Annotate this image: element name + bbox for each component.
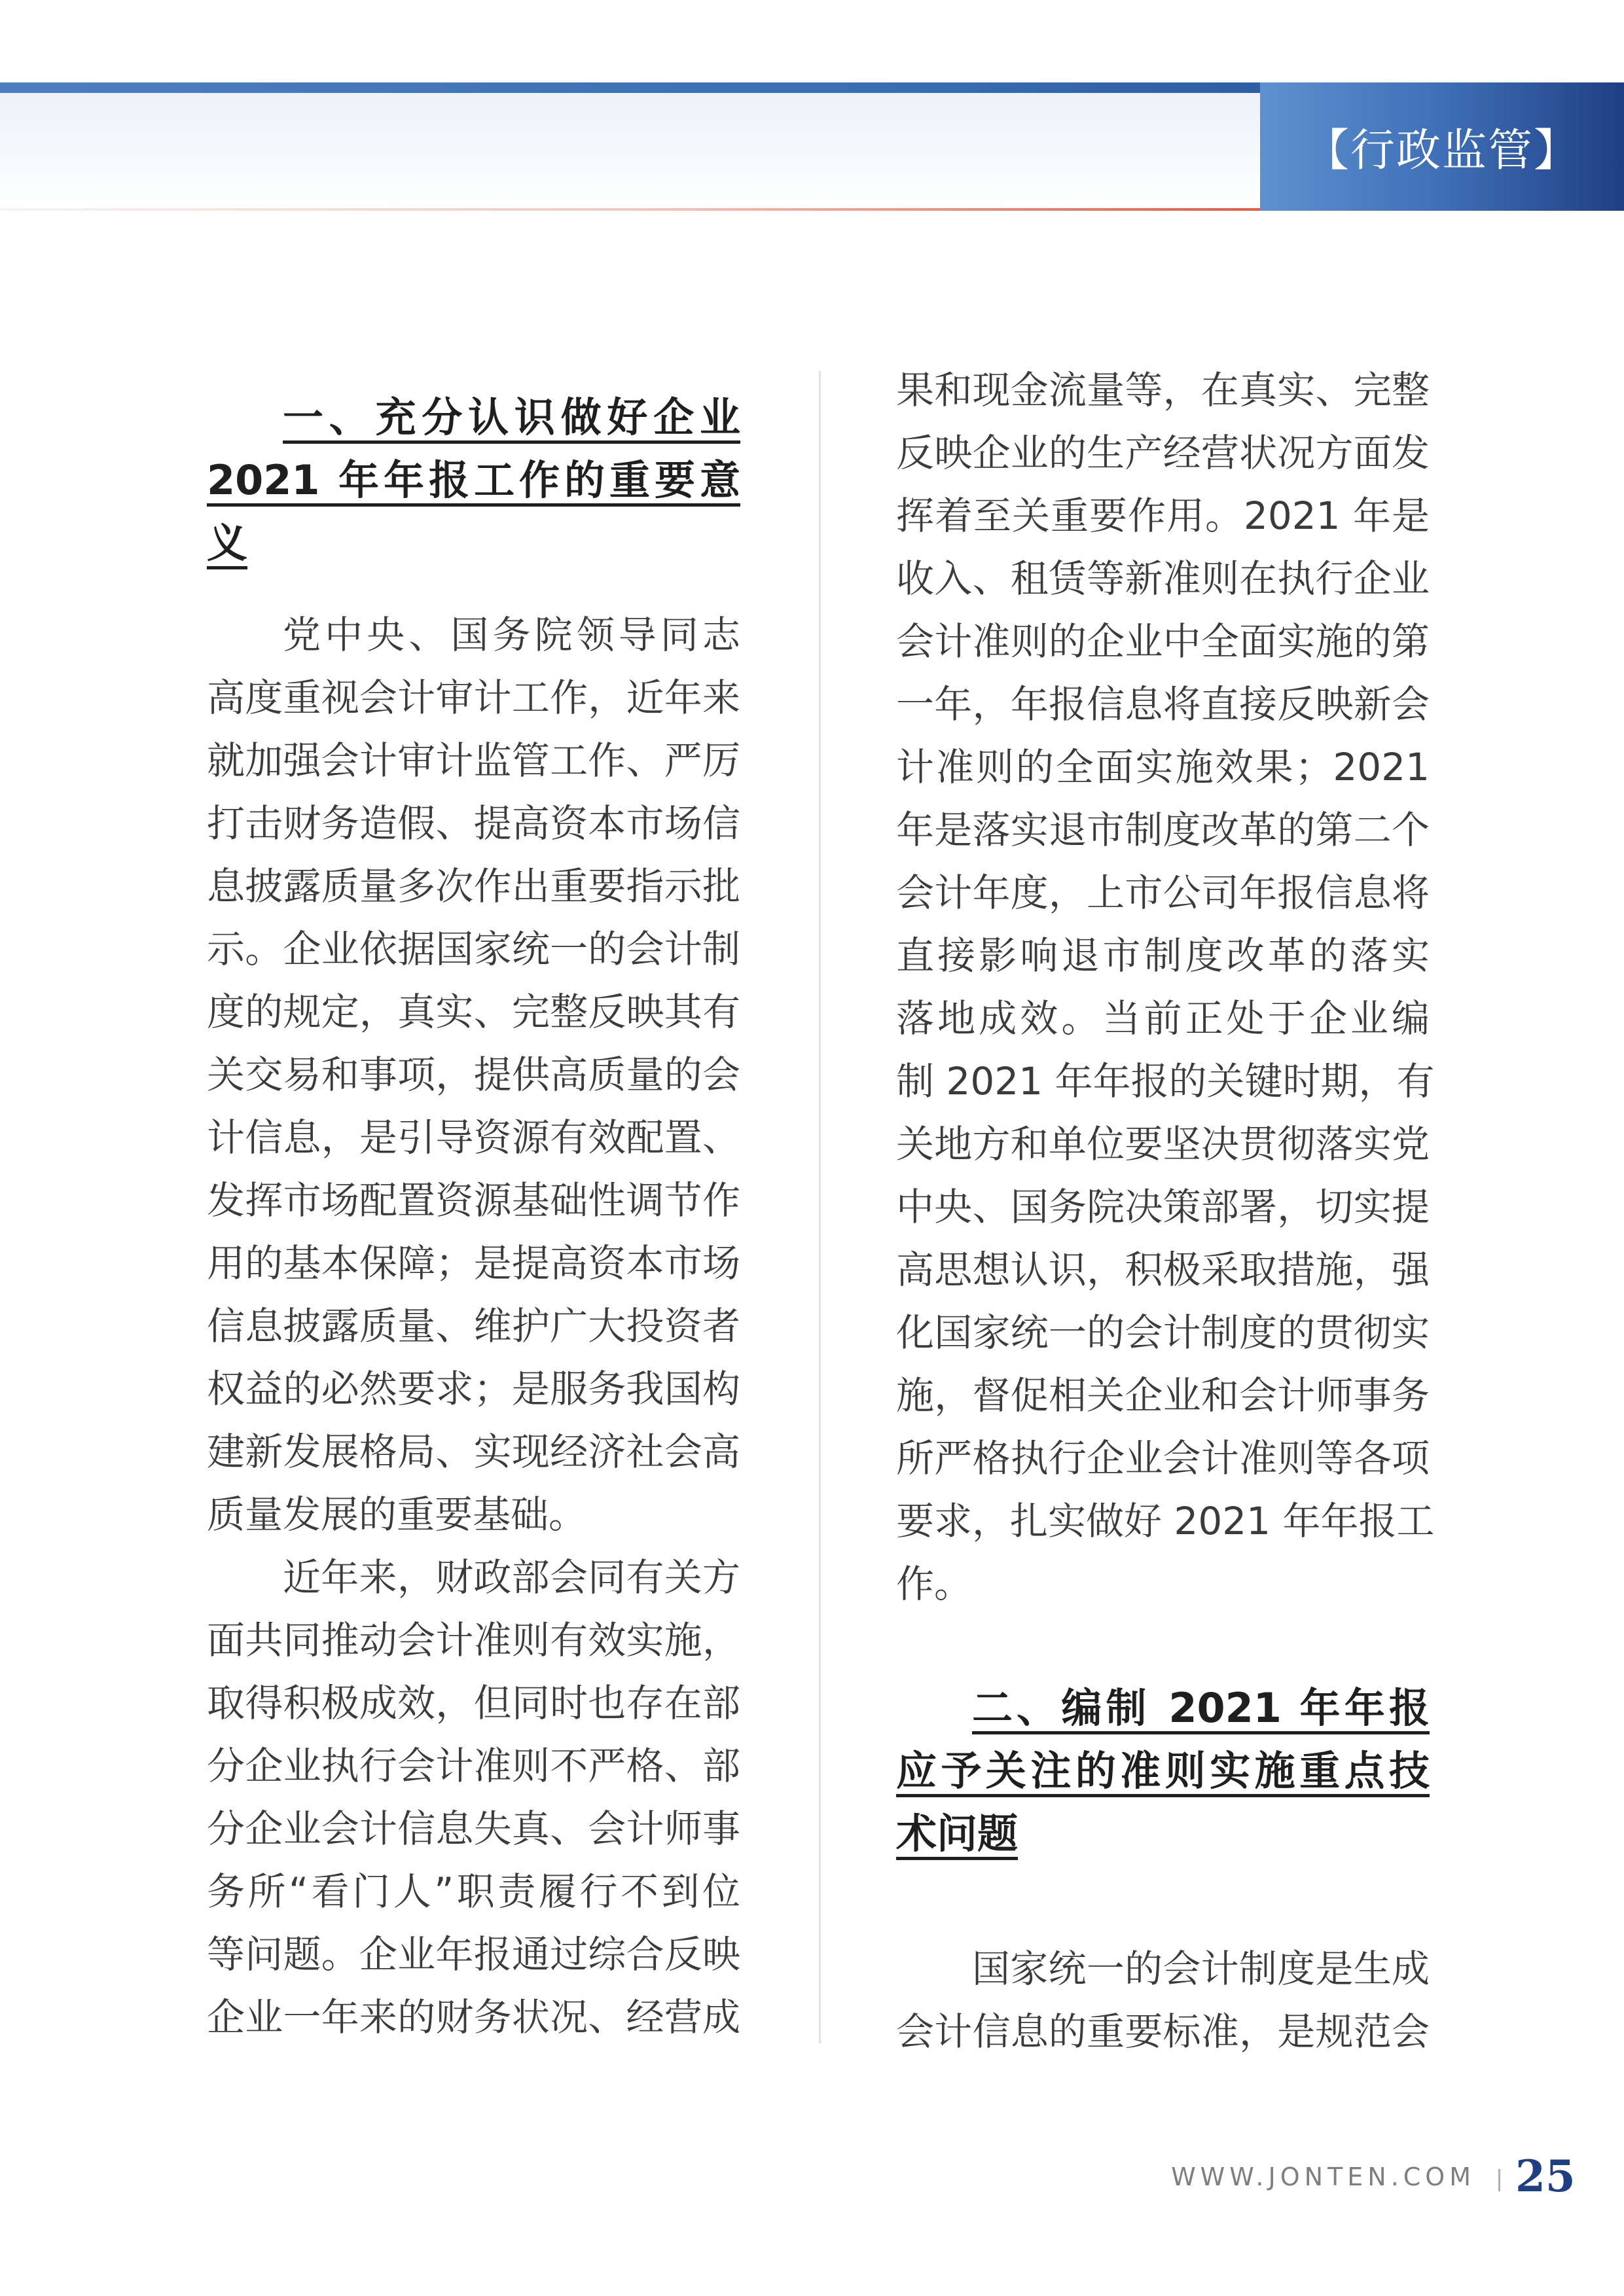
header-accent-line (0, 208, 1260, 211)
paragraph-4 (896, 1937, 1430, 2063)
section-heading-1 (207, 386, 740, 575)
heading-line: 应予关注的准则实施重点技 (896, 1747, 1430, 1795)
text-line: 建新发展格局、实现经济社会高 (207, 1429, 740, 1474)
right-column (896, 359, 1435, 2063)
heading-line: 2021 年年报工作的重要意 (207, 456, 740, 504)
text-line: 计准则的全面实施效果；2021 (896, 745, 1430, 789)
text-line: 面共同推动会计准则有效实施， (207, 1618, 740, 1662)
text-line: 制 2021 年年报的关键时期，有 (896, 1059, 1435, 1103)
text-line: 用的基本保障；是提高资本市场 (207, 1241, 740, 1285)
text-line: 关地方和单位要坚决贯彻落实党 (896, 1122, 1430, 1166)
footer-website-url: WWW.JONTEN.COM (1171, 2162, 1475, 2191)
text-line: 近年来，财政部会同有关方 (283, 1555, 740, 1600)
text-line: 收入、租赁等新准则在执行企业 (896, 556, 1430, 601)
text-line: 等问题。企业年报通过综合反映 (207, 1932, 740, 1977)
text-line: 要求，扎实做好 2021 年年报工 (896, 1499, 1435, 1543)
text-line: 会计准则的企业中全面实施的第 (896, 619, 1430, 664)
text-line: 信息披露质量、维护广大投资者 (207, 1304, 740, 1348)
text-line: 计信息，是引导资源有效配置、 (207, 1115, 740, 1160)
text-line: 国家统一的会计制度是生成 (972, 1946, 1430, 1991)
page-number: 25 (1515, 2151, 1576, 2202)
text-line: 高思想认识，积极采取措施，强 (896, 1247, 1430, 1292)
text-line: 权益的必然要求；是服务我国构 (207, 1367, 740, 1411)
text-line: 示。企业依据国家统一的会计制 (207, 927, 740, 971)
text-line: 分企业执行会计准则不严格、部 (207, 1744, 740, 1788)
text-line: 打击财务造假、提高资本市场信 (207, 801, 740, 846)
text-line: 分企业会计信息失真、会计师事 (207, 1806, 740, 1851)
text-line: 所严格执行企业会计准则等各项 (896, 1436, 1430, 1480)
text-line: 关交易和事项，提供高质量的会 (207, 1052, 740, 1097)
text-line: 中央、国务院决策部署，切实提 (896, 1185, 1430, 1229)
text-line: 取得积极成效，但同时也存在部 (207, 1681, 740, 1725)
text-line: 直接影响退市制度改革的落实 (896, 933, 1430, 978)
text-line: 会计年度，上市公司年报信息将 (896, 870, 1430, 915)
header-band (0, 82, 1260, 211)
paragraph-1 (207, 603, 740, 1546)
footer-separator (1498, 2169, 1500, 2191)
text-line: 作。 (896, 1562, 973, 1606)
text-line: 果和现金流量等，在真实、完整 (896, 368, 1430, 412)
text-line: 企业一年来的财务状况、经营成 (207, 1995, 740, 2039)
text-line: 发挥市场配置资源基础性调节作 (207, 1178, 740, 1223)
heading-line: 一、充分认识做好企业 (283, 393, 740, 441)
text-line: 高度重视会计审计工作，近年来 (207, 675, 740, 720)
text-line: 施，督促相关企业和会计师事务 (896, 1373, 1430, 1418)
text-line: 党中央、国务院领导同志 (283, 613, 740, 657)
text-line: 挥着至关重要作用。2021 年是 (896, 493, 1430, 538)
text-line: 会计信息的重要标准，是规范会 (896, 2009, 1430, 2054)
heading-line: 二、编制 2021 年年报 (972, 1684, 1430, 1732)
left-column (207, 386, 740, 2049)
header-top-line (0, 82, 1260, 93)
text-line: 质量发展的重要基础。 (207, 1492, 587, 1537)
text-line: 一年，年报信息将直接反映新会 (896, 682, 1430, 726)
text-line: 就加强会计审计监管工作、严厉 (207, 738, 740, 783)
paragraph-3 (896, 359, 1435, 1615)
section-heading-2 (896, 1677, 1430, 1865)
heading-line: 术问题 (896, 1810, 1019, 1857)
text-line: 年是落实退市制度改革的第二个 (896, 808, 1430, 852)
text-line: 反映企业的生产经营状况方面发 (896, 431, 1430, 475)
column-divider (819, 371, 821, 2043)
text-line: 度的规定，真实、完整反映其有 (207, 990, 740, 1034)
text-line: 落地成效。当前正处于企业编 (896, 996, 1430, 1041)
text-line: 务所“看门人”职责履行不到位 (207, 1869, 740, 1914)
text-line: 化国家统一的会计制度的贯彻实 (896, 1310, 1430, 1355)
heading-line: 义 (207, 519, 248, 567)
text-line: 息披露质量多次作出重要指示批 (207, 864, 740, 908)
paragraph-2 (207, 1546, 740, 2049)
section-tag: 【行政监管】 (1260, 82, 1624, 211)
